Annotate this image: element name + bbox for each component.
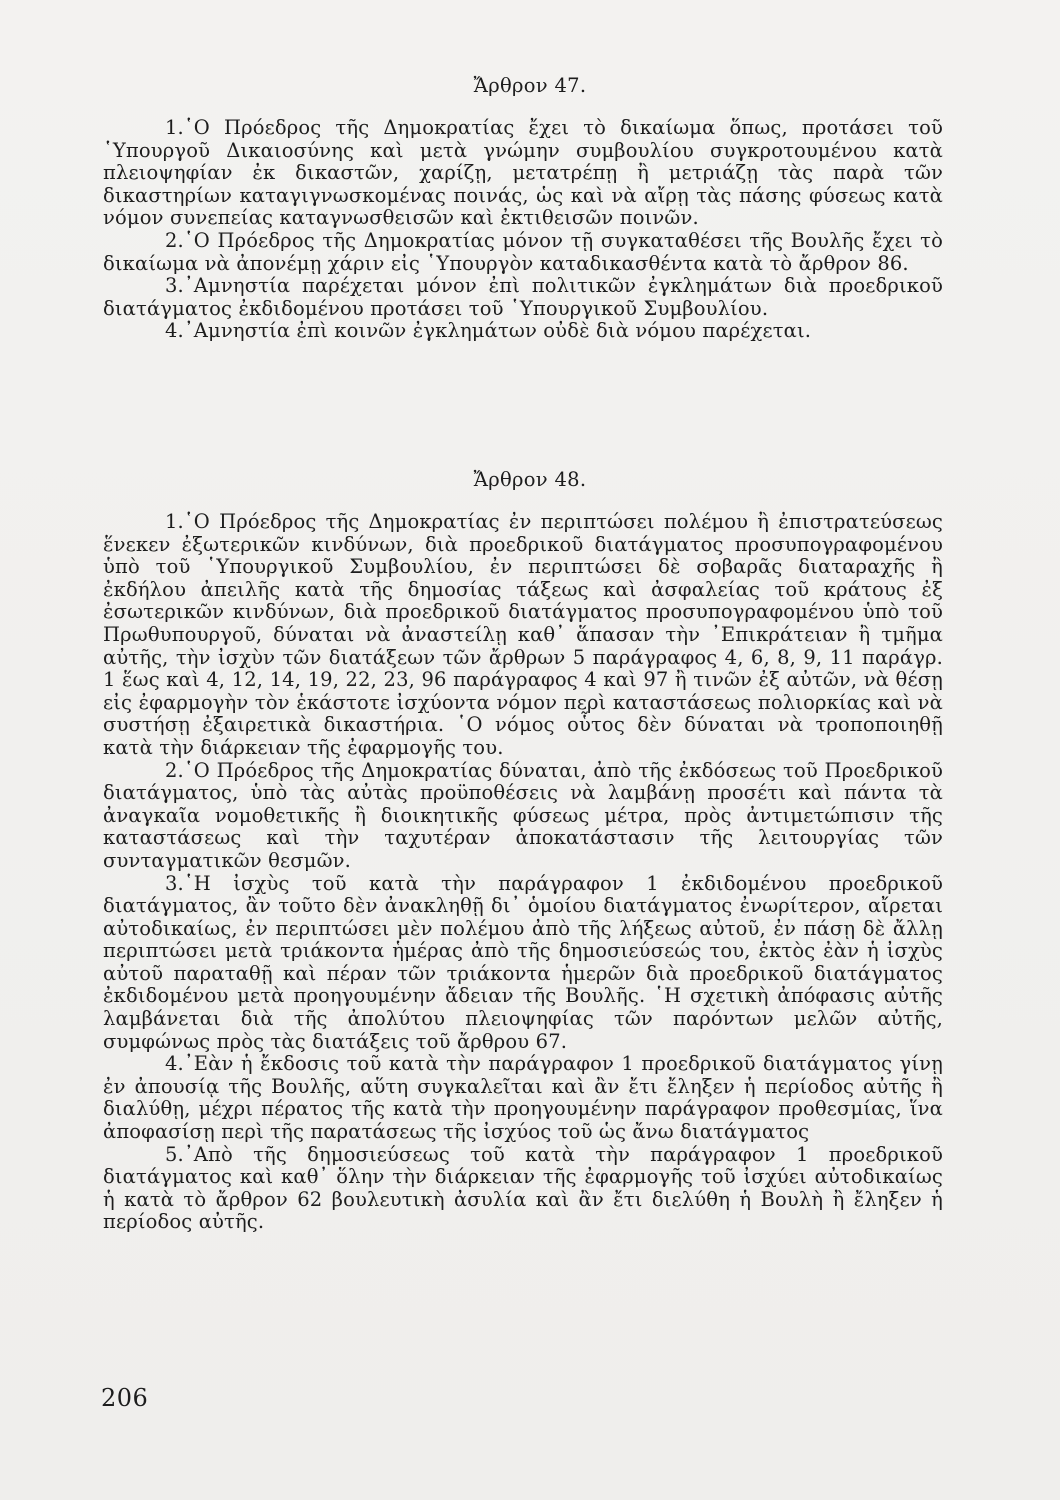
article-47-paragraph-3: 3.᾽Αμνηστία παρέχεται μόνον ἐπὶ πολιτικῶν ἐγκλημάτων διὰ προεδρικοῦ διατάγματος ἐκδιδομένου προτάσει τοῦ ῾Υπουργικοῦ Συμβουλίου. — [103, 274, 943, 320]
article-47-paragraph-1: 1.῾Ο Πρόεδρος τῆς Δημοκρατίας ἔχει τὸ δικαίωμα ὅπως, προτάσει τοῦ ῾Υπουργοῦ Δικαιοσύνης καὶ μετὰ γνώμην συμβουλίου συγκροτουμένου κατὰ πλειοψηφίαν ἐκ δικαστῶν, χαρίζῃ, μετατρέπῃ ἢ μετριάζῃ τὰς παρὰ τῶν δικαστηρίων καταγιγνωσκομένας ποινάς, ὡς καὶ νὰ αἴρῃ τὰς πάσης φύσεως κατὰ νόμον συνεπείας καταγνωσθεισῶν καὶ ἐκτιθεισῶν ποινῶν. — [103, 116, 943, 230]
article-48-paragraph-4: 4.᾽Εὰν ἡ ἔκδοσις τοῦ κατὰ τὴν παράγραφον 1 προεδρικοῦ διατάγματος γίνῃ ἐν ἀπουσίᾳ τῆς Βουλῆς, αὕτη συγκαλεῖται καὶ ἂν ἔτι ἔληξεν ἡ περίοδος αὐτῆς ἢ διαλύθῃ, μέχρι πέρατος τῆς κατὰ τὴν προηγουμένην παράγραφον προθεσμίας, ἵνα ἀποφασίσῃ περὶ τῆς παρατάσεως τῆς ἰσχύος τοῦ ὡς ἄνω διατάγματος — [103, 1052, 943, 1144]
article-48-heading: Ἄρθρον 48. — [473, 468, 587, 491]
article-47-paragraph-2: 2.῾Ο Πρόεδρος τῆς Δημοκρατίας μόνον τῇ συγκαταθέσει τῆς Βουλῆς ἔχει τὸ δικαίωμα νὰ ἀπονέμῃ χάριν εἰς ῾Υπουργὸν καταδικασθέντα κατὰ τὸ ἄρθρον 86. — [103, 228, 943, 275]
article-47-body — [103, 117, 943, 343]
article-48-body — [103, 511, 943, 1234]
article-48-paragraph-5: 5.᾽Απὸ τῆς δημοσιεύσεως τοῦ κατὰ τὴν παράγραφον 1 προεδρικοῦ διατάγματος καὶ καθ᾽ ὅλην τὴν διάρκειαν τῆς ἐφαρμογῆς τοῦ ἰσχύει αὐτοδικαίως ἡ κατὰ τὸ ἄρθρον 62 βουλευτικὴ ἀσυλία καὶ ἂν ἔτι διελύθη ἡ Βουλὴ ἢ ἔληξεν ἡ περίοδος αὐτῆς. — [103, 1142, 943, 1234]
article-48-paragraph-3: 3.῾Η ἰσχὺς τοῦ κατὰ τὴν παράγραφον 1 ἐκδιδομένου προεδρικοῦ διατάγματος, ἂν τοῦτο δὲν ἀνακληθῇ δι᾽ ὁμοίου διατάγματος ἐνωρίτερον, αἴρεται αὐτοδικαίως, ἐν περιπτώσει μὲν πολέμου ἀπὸ τῆς λήξεως αὐτοῦ, ἐν πάσῃ δὲ ἄλλῃ περιπτώσει μετὰ τριάκοντα ἡμέρας ἀπὸ τῆς δημοσιεύσεώς του, ἐκτὸς ἐὰν ἡ ἰσχὺς αὐτοῦ παραταθῇ καὶ πέραν τῶν τριάκοντα ἡμερῶν διὰ προεδρικοῦ διατάγματος ἐκδιδομένου μετὰ προηγουμένην ἄδειαν τῆς Βουλῆς. ῾Η σχετικὴ ἀπόφασις αὐτῆς λαμβάνεται διὰ τῆς ἀπολύτου πλειοψηφίας τῶν παρόντων μελῶν αὐτῆς, συμφώνως πρὸς τὰς διατάξεις τοῦ ἄρθρου 67. — [103, 871, 943, 1053]
page-number: 206 — [101, 1384, 149, 1412]
article-47-paragraph-4: 4.᾽Αμνηστία ἐπὶ κοινῶν ἐγκλημάτων οὐδὲ διὰ νόμου παρέχεται. — [165, 319, 812, 343]
article-48-paragraph-1: 1.῾Ο Πρόεδρος τῆς Δημοκρατίας ἐν περιπτώσει πολέμου ἢ ἐπιστρατεύσεως ἕνεκεν ἐξωτερικῶν κινδύνων, διὰ προεδρικοῦ διατάγματος προσυπογραφομένου ὑπὸ τοῦ ῾Υπουργικοῦ Συμβουλίου, ἐν περιπτώσει δὲ σοβαρᾶς διαταραχῆς ἢ ἐκδήλου ἀπειλῆς κατὰ τῆς δημοσίας τάξεως καὶ ἀσφαλείας τοῦ κράτους ἐξ ἐσωτερικῶν κινδύνων, διὰ προεδρικοῦ διατάγματος προσυπογραφομένου ὑπὸ τοῦ Πρωθυπουργοῦ, δύναται νὰ ἀναστείλῃ καθ᾽ ἅπασαν τὴν ᾽Επικράτειαν ἢ τμῆμα αὐτῆς, τὴν ἰσχὺν τῶν διατάξεων τῶν ἄρθρων 5 παράγραφος 4, 6, 8, 9, 11 παράγρ. 1 ἕως καὶ 4, 12, 14, 19, 22, 23, 96 παράγραφος 4 καὶ 97 ἢ τινῶν ἐξ αὐτῶν, νὰ θέσῃ εἰς ἐφαρμογὴν τὸν ἑκάστοτε ἰσχύοντα νόμον περὶ καταστάσεως πολιορκίας καὶ νὰ συστήσῃ ἐξαιρετικὰ δικαστήρια. ῾Ο νόμος οὗτος δὲν δύναται νὰ τροποποιηθῇ κατὰ τὴν διάρκειαν τῆς ἐφαρμογῆς του. — [103, 510, 943, 759]
article-47-heading: Ἄρθρον 47. — [473, 74, 587, 97]
article-48-paragraph-2: 2.῾Ο Πρόεδρος τῆς Δημοκρατίας δύναται, ἀπὸ τῆς ἐκδόσεως τοῦ Προεδρικοῦ διατάγματος, ὑπὸ τὰς αὐτὰς προϋποθέσεις νὰ λαμβάνῃ προσέτι καὶ πάντα τὰ ἀναγκαῖα νομοθετικῆς ἢ διοικητικῆς φύσεως μέτρα, πρὸς ἀντιμετώπισιν τῆς καταστάσεως καὶ τὴν ταχυτέραν ἀποκατάστασιν τῆς λειτουργίας τῶν συνταγματικῶν θεσμῶν. — [103, 758, 943, 872]
